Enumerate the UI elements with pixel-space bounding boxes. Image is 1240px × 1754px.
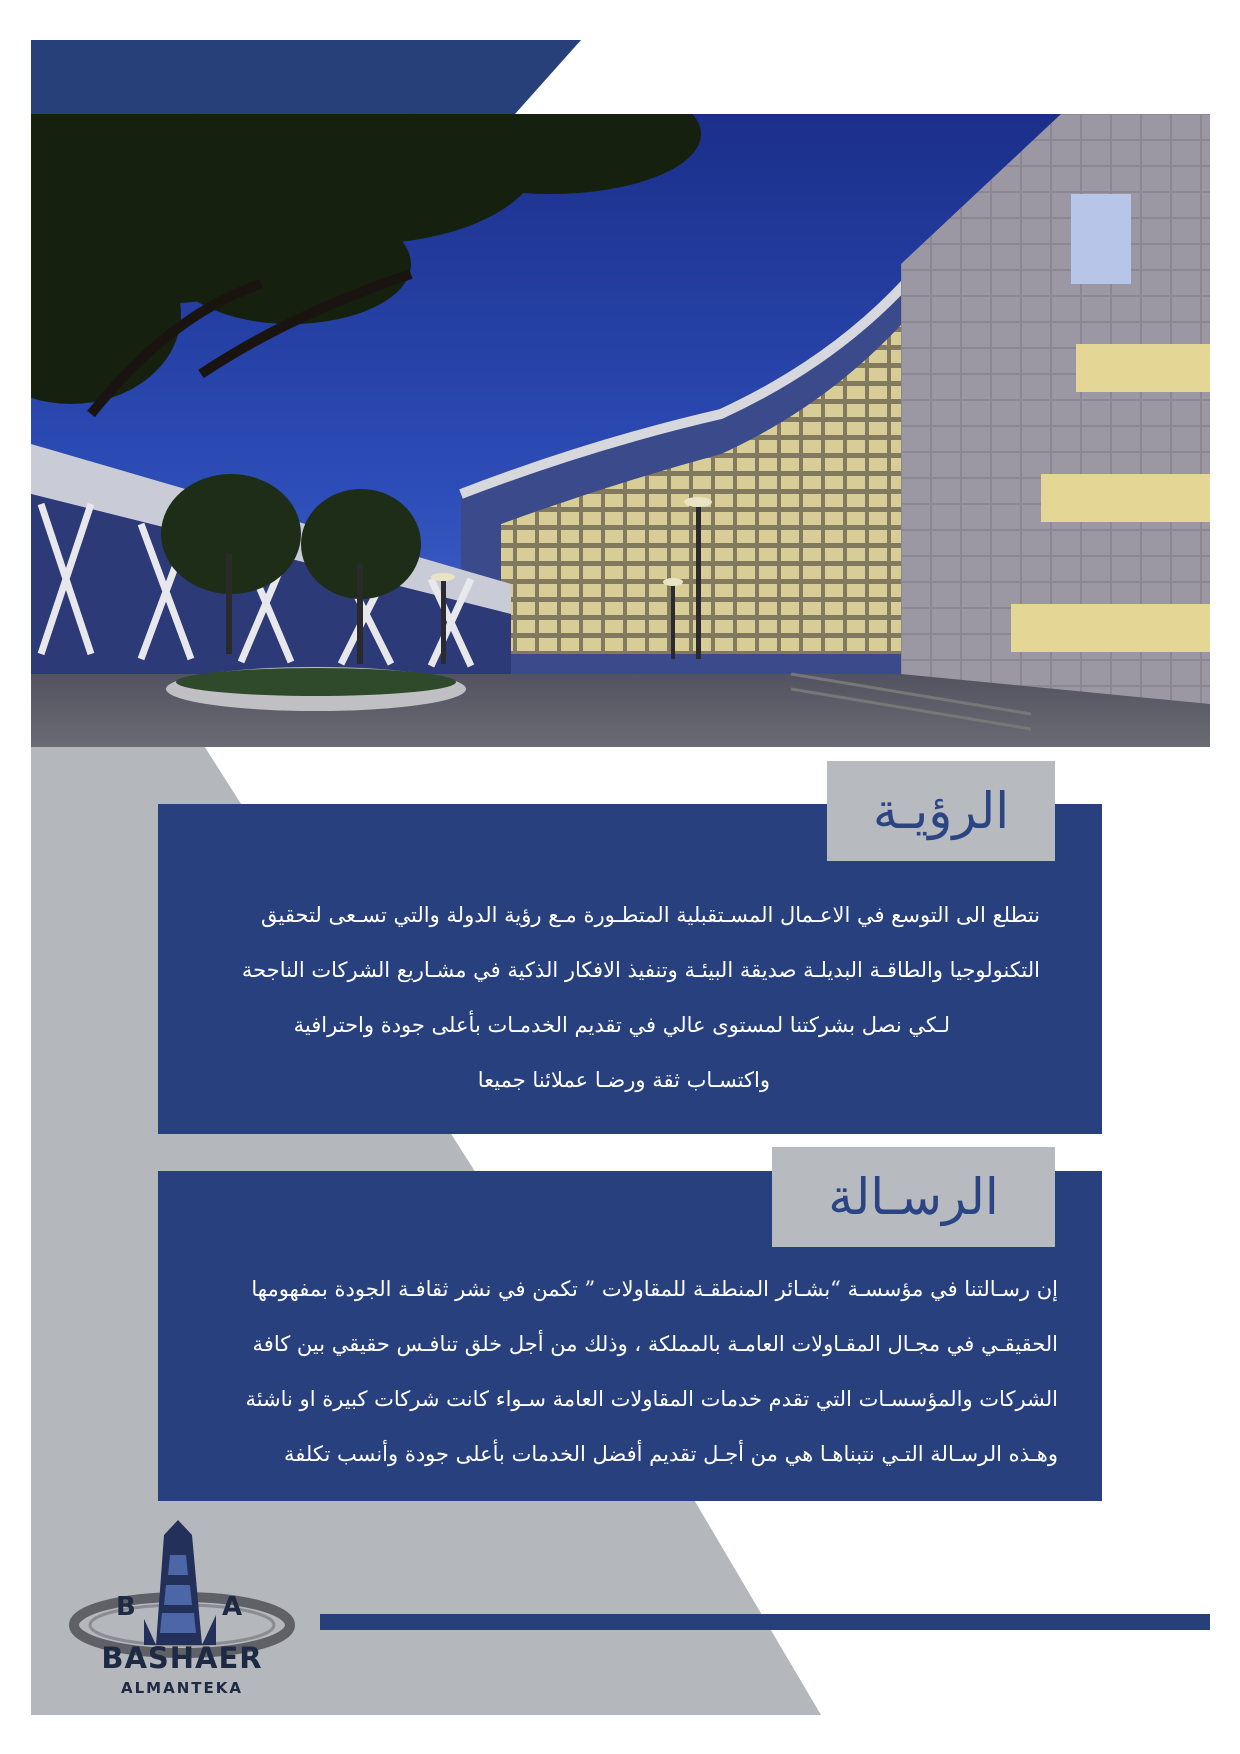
logo-subtitle: ALMANTEKA xyxy=(121,1679,243,1697)
mission-line: وهـذه الرسـالة التـي نتبناهـا هي من أجـل تقديم أفضل الخدمات بأعلى جودة وأنسب تكلفة xyxy=(284,1442,1058,1466)
vision-line: واكتسـاب ثقة ورضـا عملائنا جميعا xyxy=(477,1068,770,1092)
top-banner xyxy=(31,40,581,114)
logo-name: BASHAER xyxy=(101,1641,263,1675)
mission-title: الرسـالة xyxy=(772,1147,1055,1247)
mission-line: الشركات والمؤسسـات التي تقدم خدمات المقاولات العامة سـواء كانت شركات كبيرة او ناشئة xyxy=(245,1387,1058,1411)
logo-letter-a: A xyxy=(222,1592,243,1622)
vision-line: نتطلع الى التوسع في الاعـمال المسـتقبلية المتطـورة مـع رؤية الدولة والتي تسـعى لتحقيق xyxy=(261,903,1040,927)
vision-paragraph xyxy=(241,888,1040,1108)
mission-paragraph xyxy=(245,1262,1058,1482)
vision-line: لـكي نصل بشركتنا لمستوى عالي في تقديم الخدمـات بأعلى جودة واحترافية xyxy=(293,1013,950,1037)
mission-line: إن رسـالتنا في مؤسسـة “بشـائر المنطقـة للمقاولات ” تكمن في نشر ثقافـة الجودة بمفهومها xyxy=(251,1277,1058,1301)
vision-title: الرؤيـة xyxy=(827,761,1055,861)
hero-building-photo xyxy=(31,114,1210,747)
vision-line: التكنولوجيا والطاقـة البديلـة صديقة البيئـة وتنفيذ الافكار الذكية في مشـاريع الشركات الناجحة xyxy=(241,958,1040,982)
bottom-divider-bar xyxy=(320,1614,1210,1630)
logo-letter-b: B xyxy=(116,1592,136,1622)
mission-line: الحقيقـي في مجـال المقـاولات العامـة بالمملكة ، وذلك من أجل خلق تنافـس حقيقي بين كافة xyxy=(252,1332,1058,1356)
